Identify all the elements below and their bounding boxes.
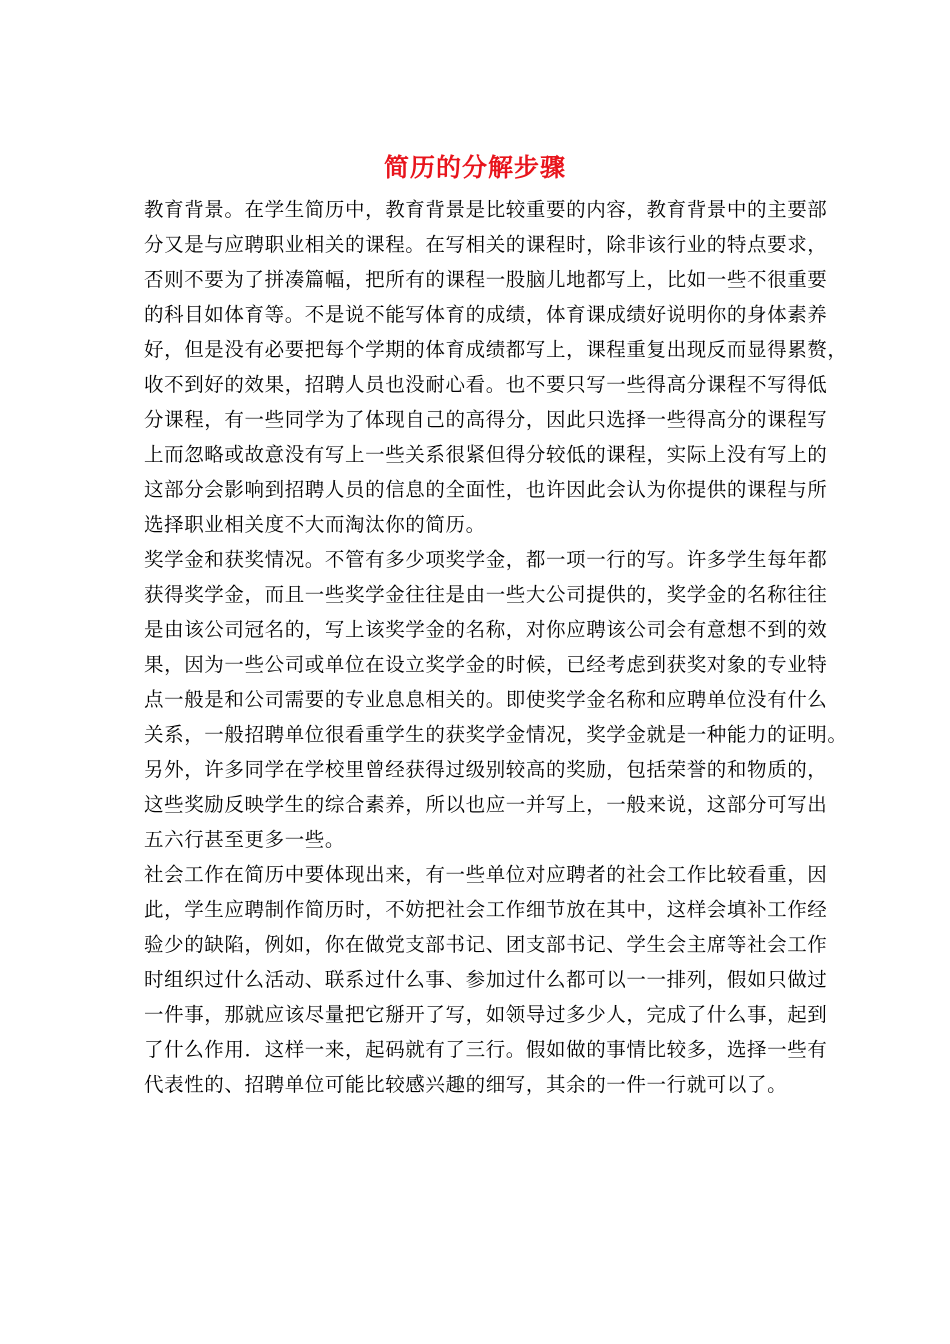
text-line: 上而忽略或故意没有写上一些关系很紧但得分较低的课程，实际上没有写上的 bbox=[144, 443, 828, 466]
text-line: 关系，一般招聘单位很看重学生的获奖学金情况，奖学金就是一种能力的证明。 bbox=[144, 723, 848, 746]
text-line: 验少的缺陷，例如，你在做党支部书记、团支部书记、学生会主席等社会工作 bbox=[144, 933, 828, 956]
text-line: 这部分会影响到招聘人员的信息的全面性，也许因此会认为你提供的课程与所 bbox=[144, 478, 828, 501]
text-line: 的科目如体育等。不是说不能写体育的成绩，体育课成绩好说明你的身体素养 bbox=[144, 303, 828, 326]
text-line: 社会工作在简历中要体现出来，有一些单位对应聘者的社会工作比较看重，因 bbox=[144, 863, 828, 886]
text-line: 另外，许多同学在学校里曾经获得过级别较高的奖励，包括荣誉的和物质的， bbox=[144, 758, 828, 781]
text-line: 奖学金和获奖情况。不管有多少项奖学金，都一项一行的写。许多学生每年都 bbox=[144, 548, 828, 571]
text-line: 时组织过什么活动、联系过什么事、参加过什么都可以一一排列，假如只做过 bbox=[144, 968, 828, 991]
text-line: 了什么作用．这样一来，起码就有了三行。假如做的事情比较多，选择一些有 bbox=[144, 1038, 828, 1061]
text-line: 选择职业相关度不大而淘汰你的简历。 bbox=[144, 513, 486, 536]
text-line: 好，但是没有必要把每个学期的体育成绩都写上，课程重复出现反而显得累赘， bbox=[144, 338, 848, 361]
text-line: 五六行甚至更多一些。 bbox=[144, 828, 346, 851]
text-line: 这些奖励反映学生的综合素养，所以也应一并写上，一般来说，这部分可写出 bbox=[144, 793, 828, 816]
text-line: 分又是与应聘职业相关的课程。在写相关的课程时，除非该行业的特点要求， bbox=[144, 233, 828, 256]
text-line: 教育背景。在学生简历中，教育背景是比较重要的内容，教育背景中的主要部 bbox=[144, 198, 828, 221]
text-line: 点一般是和公司需要的专业息息相关的。即使奖学金名称和应聘单位没有什么 bbox=[144, 688, 828, 711]
text-line: 是由该公司冠名的，写上该奖学金的名称，对你应聘该公司会有意想不到的效 bbox=[144, 618, 828, 641]
text-line: 果，因为一些公司或单位在设立奖学金的时候，已经考虑到获奖对象的专业特 bbox=[144, 653, 828, 676]
text-line: 代表性的、招聘单位可能比较感兴趣的细写，其余的一件一行就可以了。 bbox=[144, 1073, 788, 1096]
document-title: 简历的分解步骤 bbox=[383, 153, 566, 182]
text-line: 分课程，有一些同学为了体现自己的高得分，因此只选择一些得高分的课程写 bbox=[144, 408, 828, 431]
text-line: 收不到好的效果，招聘人员也没耐心看。也不要只写一些得高分课程不写得低 bbox=[144, 373, 828, 396]
text-line: 一件事，那就应该尽量把它掰开了写，如领导过多少人，完成了什么事，起到 bbox=[144, 1003, 828, 1026]
text-line: 否则不要为了拼凑篇幅，把所有的课程一股脑儿地都写上，比如一些不很重要 bbox=[144, 268, 828, 291]
text-line: 此，学生应聘制作简历时，不妨把社会工作细节放在其中，这样会填补工作经 bbox=[144, 898, 828, 921]
text-line: 获得奖学金，而且一些奖学金往往是由一些大公司提供的，奖学金的名称往往 bbox=[144, 583, 828, 606]
